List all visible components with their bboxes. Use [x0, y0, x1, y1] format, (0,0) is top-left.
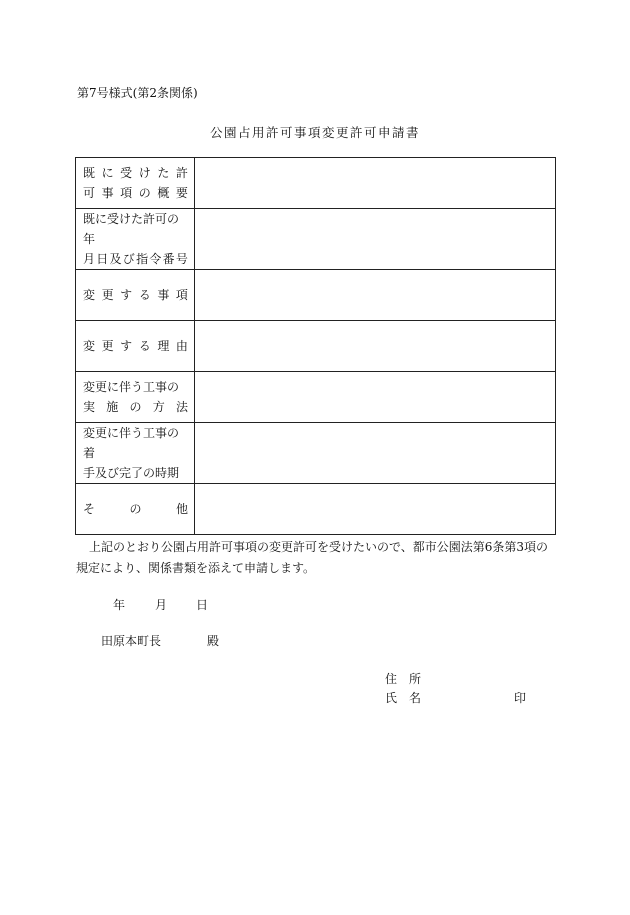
label-text: す: [120, 288, 133, 302]
label-line: [83, 423, 188, 463]
label-text: 要: [175, 186, 188, 200]
label-text: 項: [175, 288, 188, 302]
label-text: 変: [83, 339, 96, 353]
label-text: 変: [83, 288, 96, 302]
label-text: 日: [96, 252, 109, 266]
label-text: 既に受けた許可の年: [83, 212, 180, 246]
label-line: [83, 163, 188, 183]
label-text: 変更に伴う工事の: [83, 380, 180, 394]
row-label: [76, 484, 195, 535]
row-label: [76, 423, 195, 484]
table-row: [76, 209, 556, 270]
label-text: に: [101, 166, 114, 180]
label-text: る: [138, 288, 151, 302]
table-row: [76, 321, 556, 372]
table-row: [76, 484, 556, 535]
label-text: 令: [149, 252, 162, 266]
day-label: 日: [196, 598, 209, 612]
label-line: [83, 397, 188, 417]
label-text: 項: [120, 186, 133, 200]
declaration-statement: 上記のとおり公園占用許可事項の変更許可を受けたいので、都市公園法第6条第3項の規定により、関係書類を添えて申請します。: [76, 540, 549, 575]
label-text: 既: [83, 166, 96, 180]
document-title: 公園占用許可事項変更許可申請書: [209, 125, 420, 140]
seal-mark: 印: [514, 691, 527, 705]
label-line: [83, 499, 188, 519]
table-row: [76, 372, 556, 423]
row-label: [76, 321, 195, 372]
label-line: [83, 377, 188, 397]
label-text: 法: [175, 400, 188, 414]
label-text: た: [157, 166, 170, 180]
label-text: 指: [136, 252, 149, 266]
label-text: 施: [106, 400, 119, 414]
label-text: 許: [175, 166, 188, 180]
table-row: [76, 158, 556, 209]
table-row: [76, 270, 556, 321]
label-text: の: [129, 502, 142, 516]
row-value-field[interactable]: [194, 158, 555, 209]
month-label: 月: [155, 598, 168, 612]
label-line: [83, 463, 188, 483]
label-text: の: [138, 186, 151, 200]
row-label: [76, 372, 195, 423]
label-text: 及: [109, 252, 122, 266]
label-text: 実: [83, 400, 96, 414]
application-table: [75, 157, 556, 535]
year-label: 年: [113, 598, 126, 612]
label-text: る: [138, 339, 151, 353]
row-value-field[interactable]: [194, 270, 555, 321]
row-value-field[interactable]: [194, 484, 555, 535]
form-number: 第7号様式(第2条関係): [77, 86, 198, 100]
row-label: [76, 209, 195, 270]
label-text: す: [120, 339, 133, 353]
label-text: 変更に伴う工事の着: [83, 426, 180, 460]
row-value-field[interactable]: [194, 423, 555, 484]
label-text: 番: [162, 252, 175, 266]
label-text: 事: [101, 186, 114, 200]
label-line: [83, 183, 188, 203]
label-text: 号: [175, 252, 188, 266]
label-text: 他: [175, 502, 188, 516]
label-text: 受: [120, 166, 133, 180]
label-text: 事: [157, 288, 170, 302]
row-value-field[interactable]: [194, 321, 555, 372]
label-text: 理: [157, 339, 170, 353]
label-text: 月: [83, 252, 96, 266]
label-text: け: [138, 166, 151, 180]
label-text: 更: [101, 339, 114, 353]
label-text: 概: [157, 186, 170, 200]
row-value-field[interactable]: [194, 372, 555, 423]
addressee: [101, 632, 220, 649]
date-line: [113, 596, 208, 613]
label-line: [83, 249, 188, 269]
label-text: そ: [83, 502, 96, 516]
address-label: 住 所: [385, 672, 422, 686]
row-label: [76, 158, 195, 209]
addressee-name: 田原本町長: [101, 634, 162, 648]
table-row: [76, 423, 556, 484]
label-text: 方: [152, 400, 165, 414]
row-value-field[interactable]: [194, 209, 555, 270]
label-text: の: [129, 400, 142, 414]
label-text: 由: [175, 339, 188, 353]
label-text: び: [122, 252, 135, 266]
label-line: [83, 209, 188, 249]
name-label: 氏 名: [385, 691, 422, 705]
label-text: 更: [101, 288, 114, 302]
label-line: [83, 285, 188, 305]
addressee-honorific: 殿: [207, 634, 220, 648]
row-label: [76, 270, 195, 321]
label-text: 手及び完了の時期: [83, 466, 180, 480]
label-line: [83, 336, 188, 356]
label-text: 可: [83, 186, 96, 200]
